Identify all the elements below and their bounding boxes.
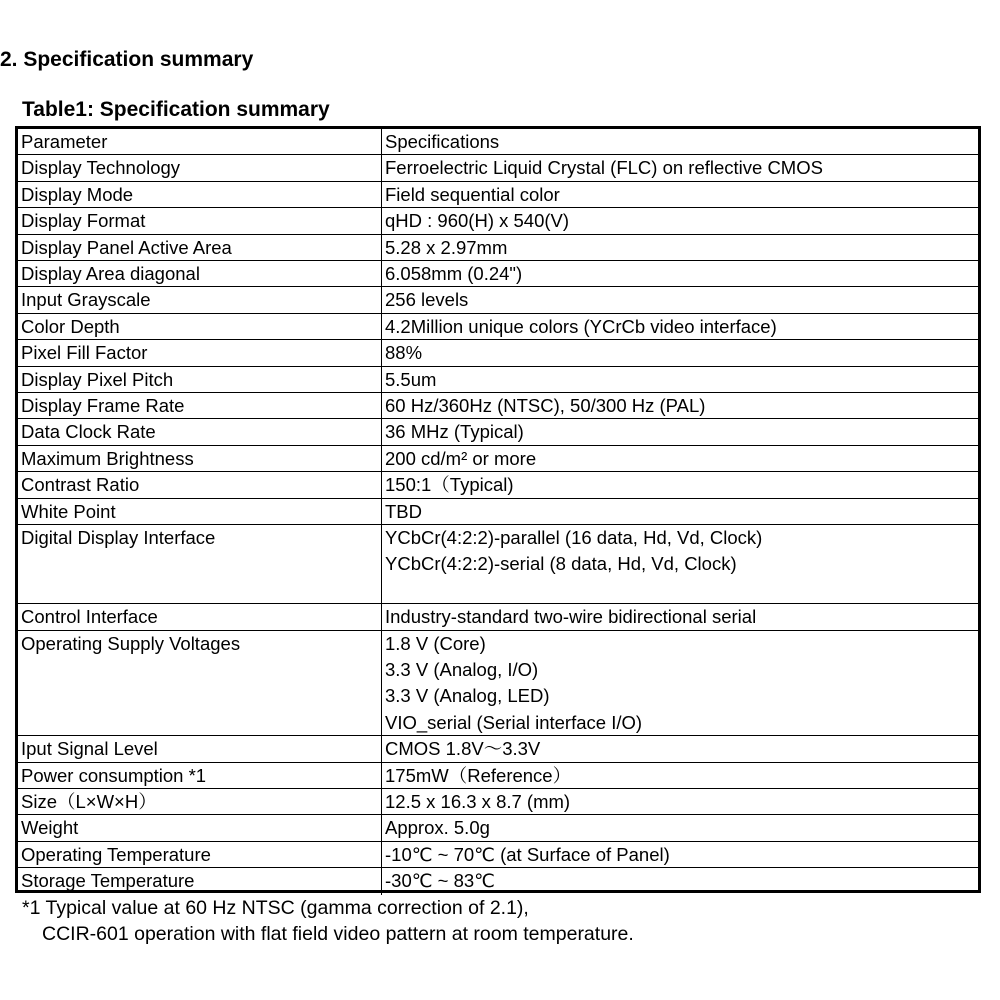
row-specification (381, 314, 978, 339)
spec-value: 12.5 x 16.3 x 8.7 (mm) (385, 791, 571, 812)
row-specification (381, 155, 978, 180)
row-specification (381, 419, 978, 444)
spec-value: 6.058mm (0.24") (385, 263, 523, 284)
row-specification (381, 763, 978, 788)
table-row (18, 340, 978, 366)
row-parameter: Display Area diagonal (21, 263, 200, 284)
table-row (18, 842, 978, 868)
table-row (18, 525, 978, 604)
spec-value: 4.2Million unique colors (YCrCb video interface) (385, 315, 777, 337)
row-specification (381, 631, 978, 736)
spec-value: Ferroelectric Liquid Crystal (FLC) on reflective CMOS (385, 157, 823, 179)
row-specification (381, 235, 978, 260)
row-parameter: Control Interface (21, 606, 158, 628)
row-parameter: Color Depth (21, 315, 120, 337)
header-specification: Specifications (381, 129, 978, 154)
spec-value: YCbCr(4:2:2)-parallel (16 data, Hd, Vd, Clock) (385, 527, 763, 548)
row-parameter: Size（L×W×H） (21, 791, 157, 812)
table-row (18, 472, 978, 498)
row-parameter: Weight (21, 817, 79, 839)
spec-value: 3.3 V (Analog, I/O) (385, 658, 539, 680)
row-specification (381, 287, 978, 312)
row-parameter: Operating Temperature (21, 843, 211, 865)
row-parameter: Input Grayscale (21, 289, 151, 311)
spec-value: 88% (385, 342, 423, 364)
table-row (18, 261, 978, 287)
spec-value: 256 levels (385, 289, 469, 311)
row-specification (381, 367, 978, 392)
spec-value: TBD (385, 500, 422, 522)
table-row (18, 868, 978, 894)
spec-value: 5.5um (385, 368, 437, 390)
table-row (18, 815, 978, 841)
spec-value: 3.3 V (Analog, LED) (385, 685, 550, 707)
row-specification (381, 393, 978, 418)
row-specification (381, 182, 978, 207)
row-specification (381, 446, 978, 471)
row-parameter: Display Panel Active Area (21, 236, 232, 258)
table-row (18, 446, 978, 472)
row-parameter: Display Mode (21, 183, 134, 205)
footnote-line-1: *1 Typical value at 60 Hz NTSC (gamma correction of 2.1), (22, 897, 529, 919)
table-row (18, 789, 978, 815)
spec-value: 36 MHz (Typical) (385, 421, 524, 443)
row-parameter: Display Frame Rate (21, 395, 185, 416)
row-parameter: Iput Signal Level (21, 738, 158, 760)
spec-value: 150:1（Typical) (385, 474, 514, 496)
spec-value: 60 Hz/360Hz (NTSC), 50/300 Hz (PAL) (385, 395, 706, 416)
row-parameter: Display Technology (21, 157, 181, 179)
spec-value: 200 cd/m² or more (385, 447, 537, 469)
footnote-line-2: CCIR-601 operation with flat field video pattern at room temperature. (42, 923, 634, 945)
table-row (18, 604, 978, 630)
table-row (18, 208, 978, 234)
row-parameter: Power consumption *1 (21, 764, 207, 786)
spec-value: -30℃ ~ 83℃ (385, 870, 495, 892)
header-parameter: Parameter (21, 131, 108, 152)
row-specification (381, 815, 978, 840)
row-parameter: White Point (21, 500, 116, 522)
row-specification (381, 340, 978, 365)
table-row (18, 235, 978, 261)
spec-value: -10℃ ~ 70℃ (at Surface of Panel) (385, 843, 670, 865)
row-specification (381, 736, 978, 761)
table-row (18, 393, 978, 419)
row-parameter: Digital Display Interface (21, 527, 216, 548)
spec-value: 175mW（Reference） (385, 764, 572, 786)
spec-value: Field sequential color (385, 183, 560, 205)
row-parameter: Data Clock Rate (21, 421, 156, 443)
table-row (18, 419, 978, 445)
row-parameter: Maximum Brightness (21, 447, 194, 469)
spec-value (385, 578, 978, 603)
row-specification (381, 868, 978, 894)
row-specification (381, 789, 978, 814)
row-parameter: Operating Supply Voltages (21, 632, 241, 654)
table-title: Table1: Specification summary (22, 98, 330, 121)
table-header-row (18, 129, 978, 155)
spec-value: VIO_serial (Serial interface I/O) (385, 711, 643, 733)
row-parameter: Display Pixel Pitch (21, 368, 174, 390)
table-row (18, 182, 978, 208)
footnote (22, 895, 634, 947)
spec-value: 5.28 x 2.97mm (385, 236, 508, 258)
spec-value: 1.8 V (Core) (385, 632, 486, 654)
row-specification (381, 525, 978, 603)
spec-value: CMOS 1.8V～3.3V (385, 738, 541, 760)
row-specification (381, 472, 978, 497)
table-row (18, 155, 978, 181)
spec-value: qHD : 960(H) x 540(V) (385, 210, 570, 232)
row-specification (381, 261, 978, 286)
section-heading: 2. Specification summary (0, 48, 254, 71)
row-parameter: Pixel Fill Factor (21, 342, 148, 364)
spec-value: YCbCr(4:2:2)-serial (8 data, Hd, Vd, Clock) (385, 553, 737, 575)
row-parameter: Contrast Ratio (21, 474, 140, 496)
spec-value: Approx. 5.0g (385, 817, 490, 839)
table-row (18, 367, 978, 393)
row-parameter: Display Format (21, 210, 146, 232)
table-row (18, 736, 978, 762)
row-parameter: Storage Temperature (21, 870, 195, 892)
row-specification (381, 208, 978, 233)
row-specification (381, 842, 978, 867)
table-row (18, 287, 978, 313)
table-row (18, 631, 978, 737)
table-row (18, 499, 978, 525)
spec-table (15, 126, 981, 893)
row-specification (381, 604, 978, 629)
table-row (18, 763, 978, 789)
table-row (18, 314, 978, 340)
row-specification (381, 499, 978, 524)
spec-value: Industry-standard two-wire bidirectional serial (385, 606, 757, 628)
